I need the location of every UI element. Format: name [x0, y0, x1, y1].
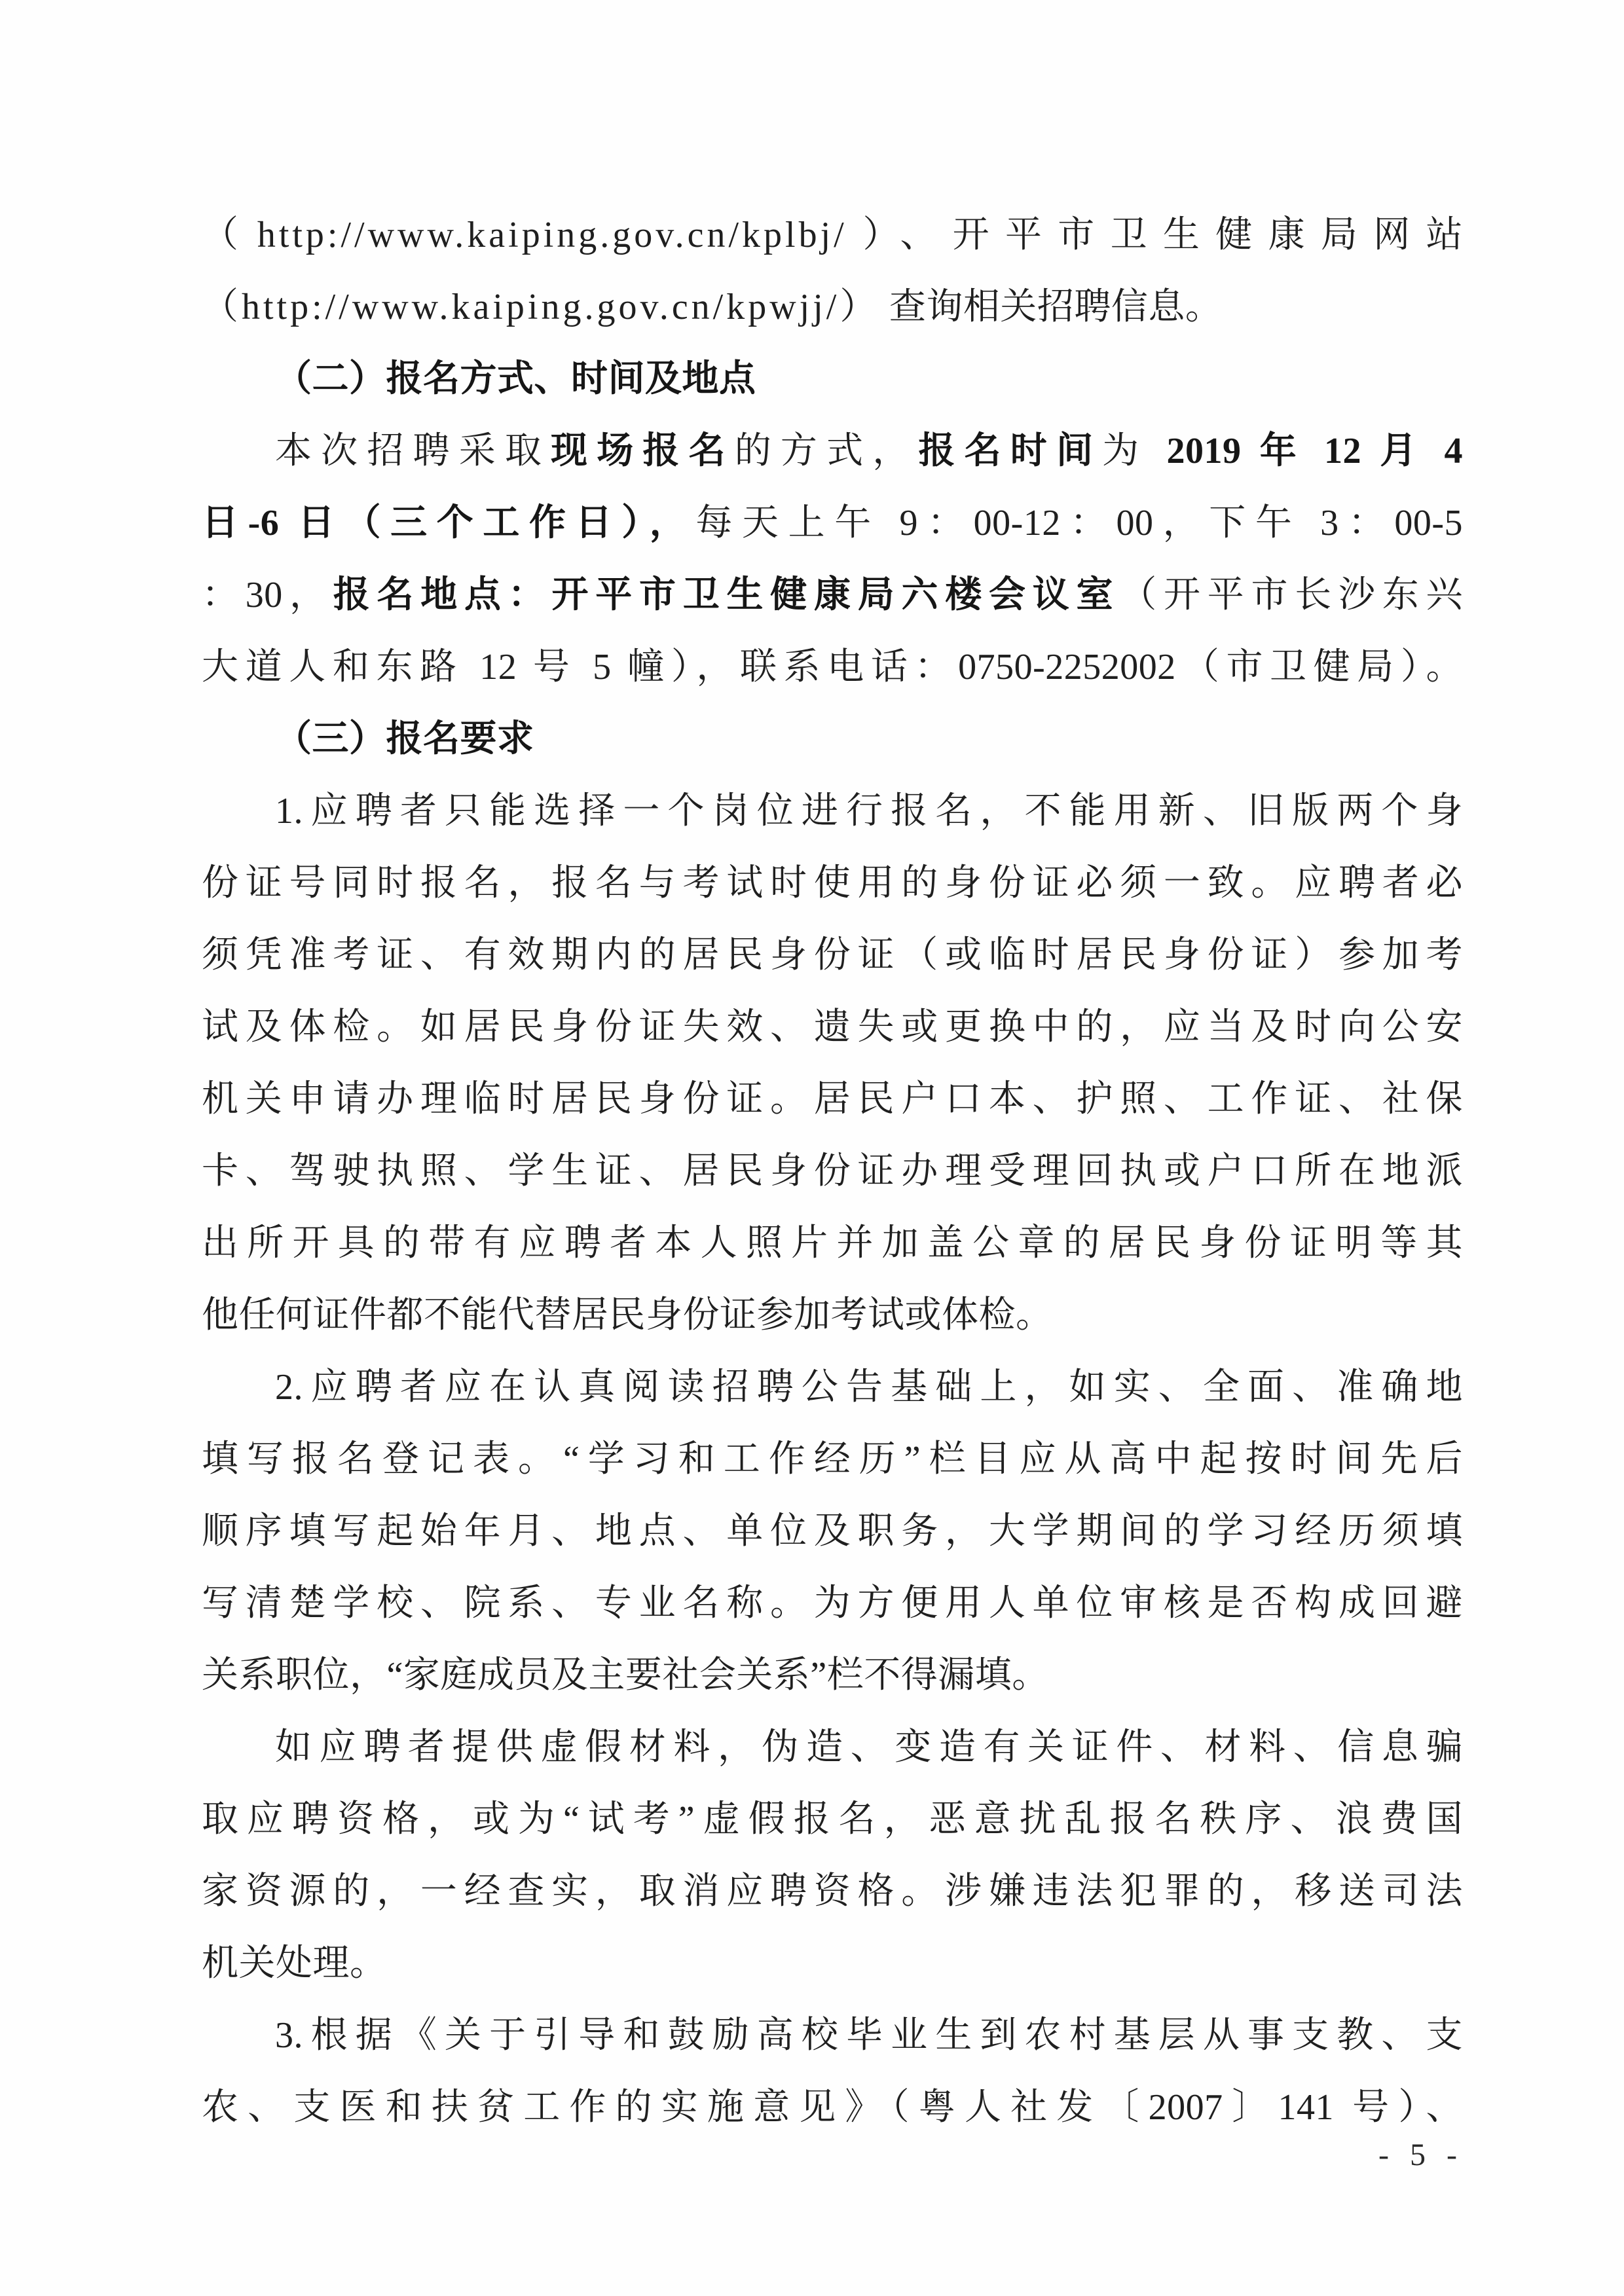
text-line [202, 1711, 1463, 1783]
text-segment: 查询相关招聘信息。 [879, 287, 1223, 327]
text-line [202, 199, 1463, 271]
url-text-segment: （http://www.kaiping.gov.cn/kpwjj/） [202, 287, 880, 327]
text-segment: 3.根据《关于引导和鼓励高校毕业生到农村基层从事支教、支 [275, 2015, 1463, 2056]
bold-text-segment: 报名地点：开平市卫生健康局六楼会议室 [333, 575, 1120, 615]
text-segment: 本次招聘采取 [275, 431, 551, 471]
text-segment: 试及体检。如居民身份证失效、遗失或更换中的，应当及时向公安 [202, 1007, 1463, 1048]
text-line [202, 343, 1463, 415]
text-line [202, 1207, 1463, 1279]
text-segment: 、开平市卫生健康局网站 [900, 215, 1464, 255]
text-line [202, 1999, 1463, 2071]
text-segment: 为 [1102, 431, 1167, 471]
text-segment: 机关处理。 [202, 1943, 387, 1984]
text-line [202, 2071, 1463, 2143]
text-segment: 填写报名登记表。“学习和工作经历”栏目应从高中起按时间先后 [202, 1439, 1463, 1480]
text-line [202, 703, 1463, 775]
text-line [202, 1063, 1463, 1135]
text-segment: 家资源的，一经查实，取消应聘资格。涉嫌违法犯罪的，移送司法 [202, 1871, 1463, 1912]
text-segment: 写清楚学校、院系、专业名称。为方便用人单位审核是否构成回避 [202, 1583, 1463, 1624]
bold-text-segment: （三）报名要求 [275, 719, 534, 759]
text-segment: 取应聘资格，或为“试考”虚假报名，恶意扰乱报名秩序、浪费国 [202, 1799, 1463, 1840]
text-segment: 顺序填写起始年月、地点、单位及职务，大学期间的学习经历须填 [202, 1511, 1463, 1552]
text-segment: 大道人和东路 12 号 5 幢），联系电话：0750-2252002（市卫健局）。 [202, 647, 1463, 687]
text-line [202, 847, 1463, 919]
text-line [202, 1567, 1463, 1639]
text-line [202, 1783, 1463, 1855]
document-body [202, 199, 1463, 2143]
text-segment: 他任何证件都不能代替居民身份证参加考试或体检。 [202, 1295, 1053, 1336]
bold-text-segment: 现场报名 [551, 431, 735, 471]
text-line [202, 1927, 1463, 1999]
text-segment: 机关申请办理临时居民身份证。居民户口本、护照、工作证、社保 [202, 1079, 1463, 1120]
text-line [202, 991, 1463, 1063]
text-segment: （开平市长沙东兴 [1120, 575, 1463, 615]
text-line [202, 1135, 1463, 1207]
text-segment: 每天上午 9：00-12：00，下午 3：00-5 [695, 503, 1463, 543]
text-line [202, 559, 1463, 631]
text-line [202, 1495, 1463, 1567]
text-line [202, 1279, 1463, 1351]
text-line [202, 1855, 1463, 1927]
text-line [202, 1639, 1463, 1711]
text-line [202, 919, 1463, 991]
text-line [202, 415, 1463, 487]
text-line [202, 631, 1463, 703]
bold-text-segment: 报名时间 [918, 431, 1103, 471]
text-segment: 卡、驾驶执照、学生证、居民身份证办理受理回执或户口所在地派 [202, 1151, 1463, 1192]
text-line [202, 271, 1463, 343]
text-segment: 份证号同时报名，报名与考试时使用的身份证必须一致。应聘者必 [202, 863, 1463, 903]
text-segment: 农、支医和扶贫工作的实施意见》（粤人社发〔2007〕141 号）、 [202, 2087, 1463, 2128]
bold-text-segment: 2019 年 12 月 4 [1166, 431, 1464, 471]
text-segment: 如应聘者提供虚假材料，伪造、变造有关证件、材料、信息骗 [275, 1727, 1463, 1768]
page-number: - 5 - [1378, 2138, 1464, 2172]
text-line [202, 1351, 1463, 1423]
text-line [202, 1423, 1463, 1495]
text-segment: 关系职位，“家庭成员及主要社会关系”栏不得漏填。 [202, 1655, 1049, 1696]
text-line [202, 487, 1463, 559]
text-segment: 2.应聘者应在认真阅读招聘公告基础上，如实、全面、准确地 [275, 1367, 1463, 1408]
bold-text-segment: （二）报名方式、时间及地点 [275, 359, 756, 399]
url-text-segment: （http://www.kaiping.gov.cn/kplbj/） [202, 215, 900, 255]
bold-text-segment: 日-6 日（三个工作日）， [202, 503, 696, 543]
text-segment: 的方式， [734, 431, 919, 471]
text-segment: 出所开具的带有应聘者本人照片并加盖公章的居民身份证明等其 [202, 1223, 1463, 1264]
text-line [202, 775, 1463, 847]
text-segment: ：30， [202, 575, 333, 615]
text-segment: 1.应聘者只能选择一个岗位进行报名，不能用新、旧版两个身 [275, 791, 1463, 831]
text-segment: 须凭准考证、有效期内的居民身份证（或临时居民身份证）参加考 [202, 935, 1463, 975]
